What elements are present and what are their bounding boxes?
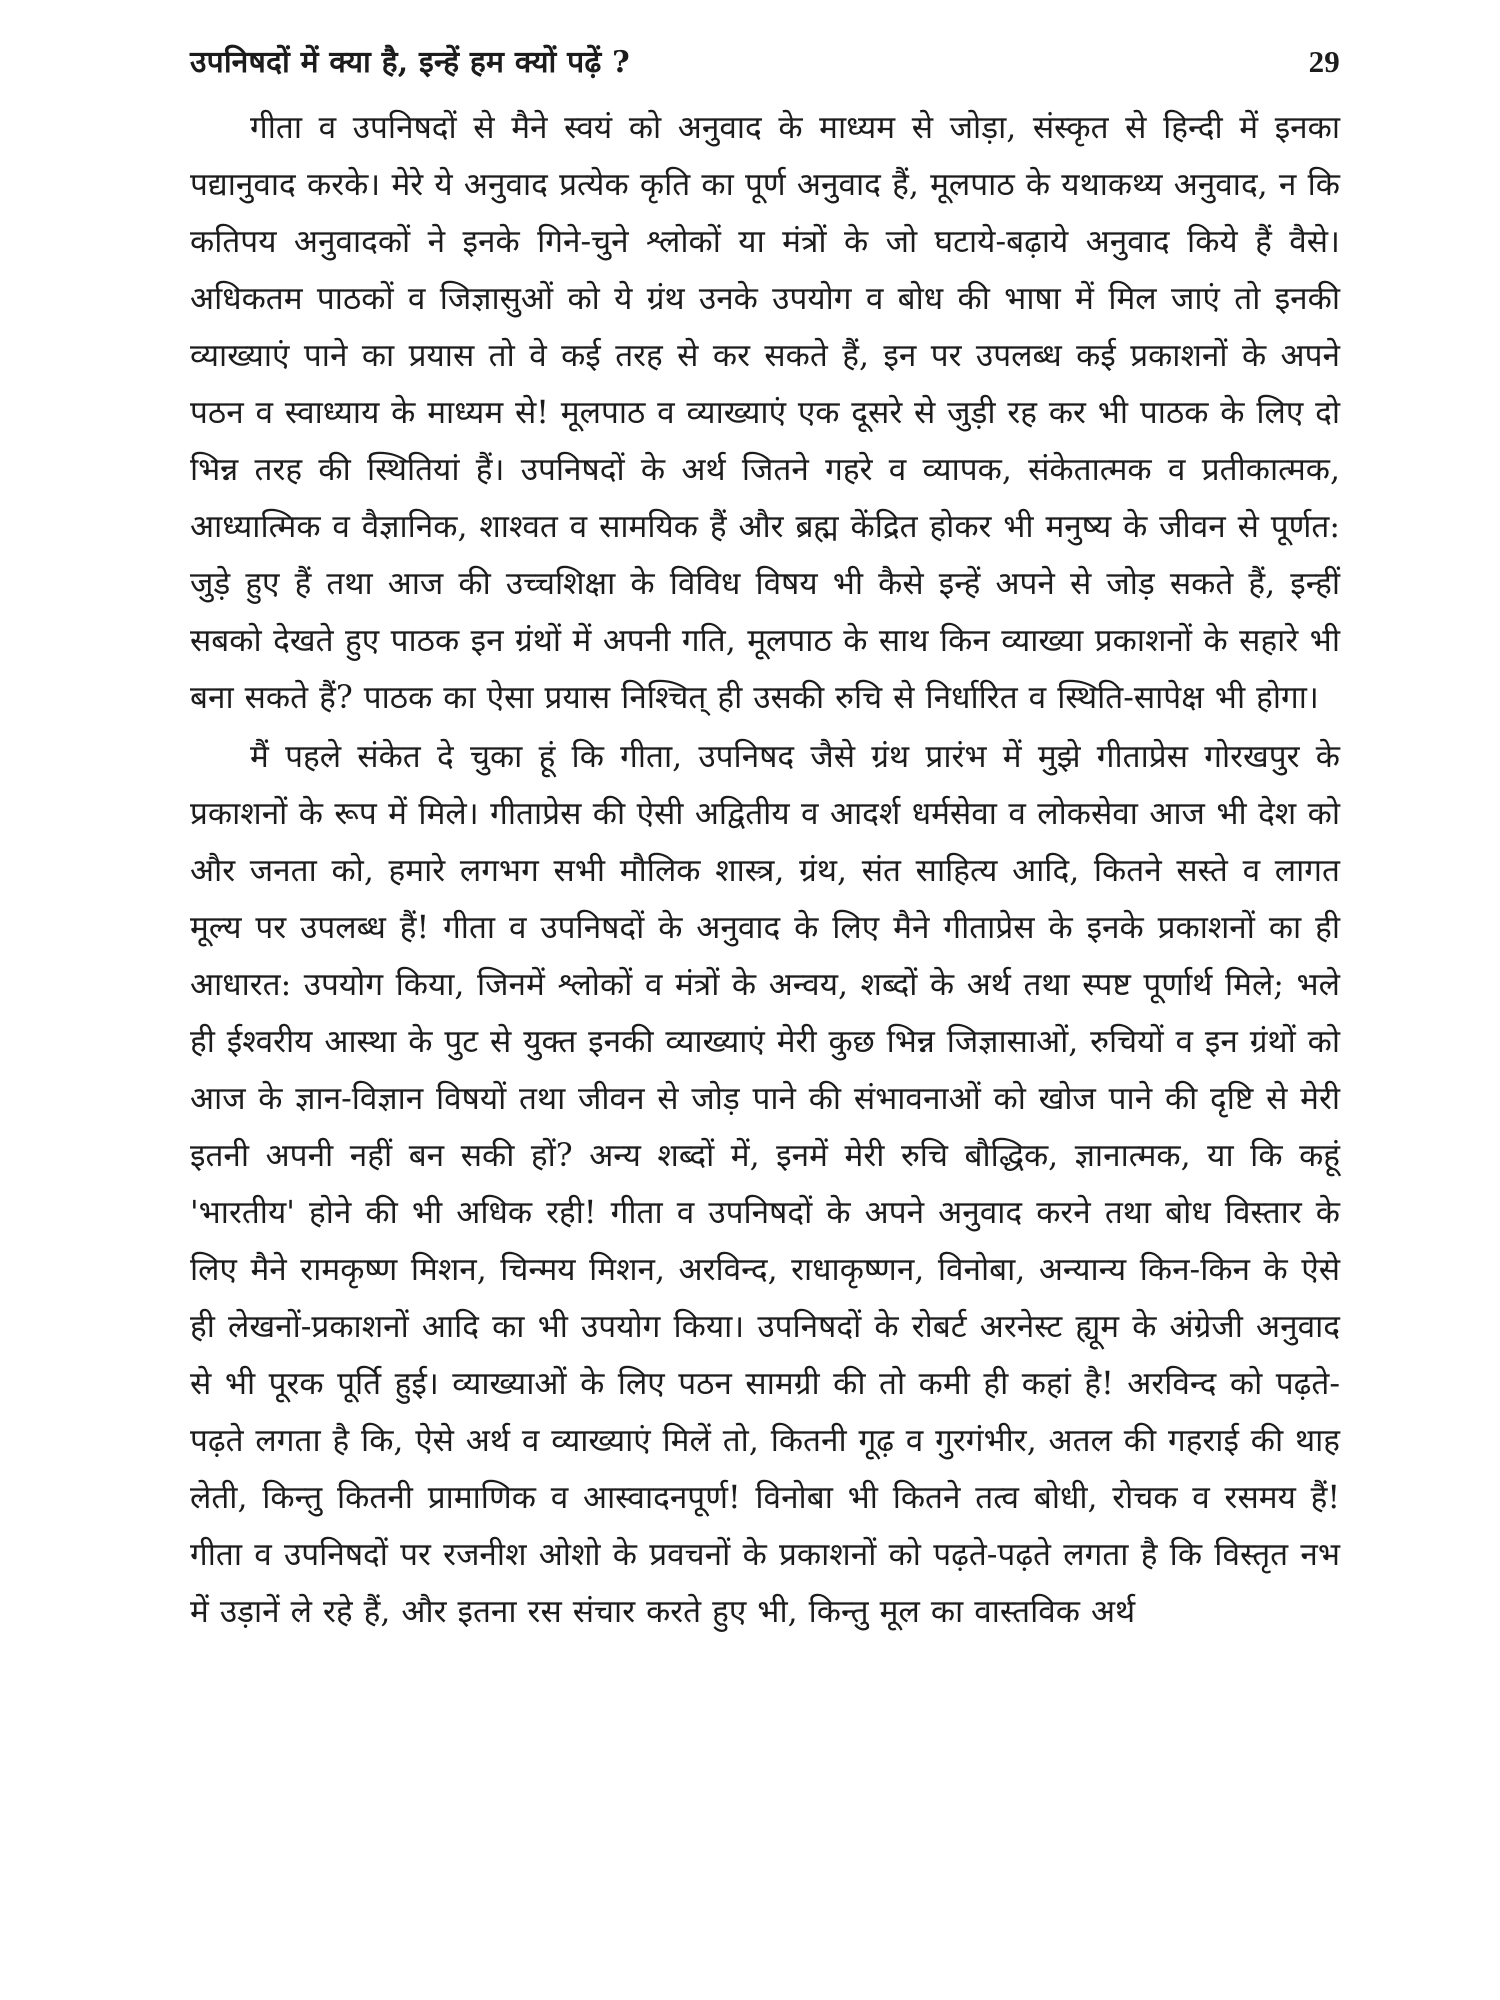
paragraph-2: मैं पहले संकेत दे चुका हूं कि गीता, उपनिषद जैसे ग्रंथ प्रारंभ में मुझे गीताप्रेस गोरखपुर के प्रकाशनों के रूप में मिले। गीताप्रेस की ऐसी अद्वितीय व आदर्श धर्मसेवा व लोकसेवा आज भी देश को और जनता को, हमारे लगभग सभी मौलिक शास्त्र, ग्रंथ, संत साहित्य आदि, कितने सस्ते व लागत मूल्य पर उपलब्ध हैं! गीता व उपनिषदों के अनुवाद के लिए मैने गीताप्रेस के इनके प्रकाशनों का ही आधारत: उपयोग किया, जिनमें श्लोकों व मंत्रों के अन्वय, शब्दों के अर्थ तथा स्पष्ट पूर्णार्थ मिले; भले ही ईश्वरीय आस्था के पुट से युक्त इनकी व्याख्याएं मेरी कुछ भिन्न जिज्ञासाओं, रुचियों व इन ग्रंथों को आज के ज्ञान-विज्ञान विषयों तथा जीवन से जोड़ पाने की संभावनाओं को खोज पाने की दृष्टि से मेरी इतनी अपनी नहीं बन सकी हों? अन्य शब्दों में, इनमें मेरी रुचि बौद्धिक, ज्ञानात्मक, या कि कहूं 'भारतीय' होने की भी अधिक रही! गीता व उपनिषदों के अपने अनुवाद करने तथा बोध विस्तार के लिए मैने रामकृष्ण मिशन, चिन्मय मिशन, अरविन्द, राधाकृष्णन, विनोबा, अन्यान्य किन-किन के ऐसे ही लेखनों-प्रकाशनों आदि का भी उपयोग किया। उपनिषदों के रोबर्ट अरनेस्ट ह्यूम के अंग्रेजी अनुवाद से भी पूरक पूर्ति हुई। व्याख्याओं के लिए पठन सामग्री की तो कमी ही कहां है! अरविन्द को पढ़ते-पढ़ते लगता है कि, ऐसे अर्थ व व्याख्याएं मिलें तो, कितनी गूढ़ व गुरगंभीर, अतल की गहराई की थाह लेती, किन्तु कितनी प्रामाणिक व आस्वादनपूर्ण! विनोबा भी कितने तत्व बोधी, रोचक व रसमय हैं! गीता व उपनिषदों पर रजनीश ओशो के प्रवचनों के प्रकाशनों को पढ़ते-पढ़ते लगता है कि विस्तृत नभ में उड़ानें ले रहे हैं, और इतना रस संचार करते हुए भी, किन्तु मूल का वास्तविक अर्थ — [190, 739, 1340, 1630]
running-head — [190, 40, 1340, 96]
page-number: 29 — [1308, 44, 1340, 79]
running-title: उपनिषदों में क्या है, इन्हें हम क्यों पढ़ें ? — [190, 45, 630, 80]
body-text — [190, 100, 1340, 1641]
paragraph-1: गीता व उपनिषदों से मैने स्वयं को अनुवाद के माध्यम से जोड़ा, संस्कृत से हिन्दी में इनका पद्यानुवाद करके। मेरे ये अनुवाद प्रत्येक कृति का पूर्ण अनुवाद हैं, मूलपाठ के यथाकथ्य अनुवाद, न कि कतिपय अनुवादकों ने इनके गिने-चुने श्लोकों या मंत्रों के जो घटाये-बढ़ाये अनुवाद किये हैं वैसे। अधिकतम पाठकों व जिज्ञासुओं को ये ग्रंथ उनके उपयोग व बोध की भाषा में मिल जाएं तो इनकी व्याख्याएं पाने का प्रयास तो वे कई तरह से कर सकते हैं, इन पर उपलब्ध कई प्रकाशनों के अपने पठन व स्वाध्याय के माध्यम से! मूलपाठ व व्याख्याएं एक दूसरे से जुड़ी रह कर भी पाठक के लिए दो भिन्न तरह की स्थितियां हैं। उपनिषदों के अर्थ जितने गहरे व व्यापक, संकेतात्मक व प्रतीकात्मक, आध्यात्मिक व वैज्ञानिक, शाश्वत व सामयिक हैं और ब्रह्म केंद्रित होकर भी मनुष्य के जीवन से पूर्णत: जुड़े हुए हैं तथा आज की उच्चशिक्षा के विविध विषय भी कैसे इन्हें अपने से जोड़ सकते हैं, इन्हीं सबको देखते हुए पाठक इन ग्रंथों में अपनी गति, मूलपाठ के साथ किन व्याख्या प्रकाशनों के सहारे भी बना सकते हैं? पाठक का ऐसा प्रयास निश्चित् ही उसकी रुचि से निर्धारित व स्थिति-सापेक्ष भी होगा। — [190, 110, 1340, 716]
